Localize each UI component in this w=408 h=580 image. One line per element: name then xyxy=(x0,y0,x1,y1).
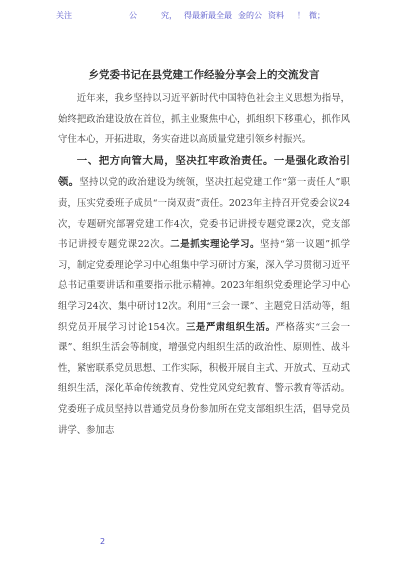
section-1-point-1-label: 一是强化政治引领。 xyxy=(58,154,350,189)
banner-item[interactable]: 金的公 xyxy=(238,11,262,20)
document-body xyxy=(58,89,350,441)
intro-paragraph: 近年来，我乡坚持以习近平新时代中国特色社会主义思想为指导，始终把政治建设放在首位，抓主业聚焦中心，抓组织下移重心，抓作风守住本心，开拓进取，务实奋进以高质量党建引领乡村振兴。 xyxy=(58,93,350,146)
banner-item[interactable]: 关注 xyxy=(56,11,72,20)
section-1-point-3-label: 三是严肃组织生活。 xyxy=(185,321,276,333)
page-number: 2 xyxy=(100,537,106,546)
banner-item[interactable]: 得最新最全最 xyxy=(184,11,232,20)
section-1-paragraph xyxy=(58,151,350,441)
section-1-point-1-text: 坚持以党的政治建设为统领，坚决扛起党建工作“第一责任人”职责，压实党委班子成员“一岗双责”责任。2023年主持召开党委会议24次，专题研究部署党建工作4次，党委书记讲授专题党课2次，党支部书记讲授专题党课22次。 xyxy=(58,177,351,251)
section-1-heading: 一、把方向管大局，坚决扛牢政治责任。 xyxy=(76,154,274,167)
banner-item[interactable]: 资料 xyxy=(268,11,284,20)
top-banner[interactable] xyxy=(56,10,356,22)
section-1-point-2-label: 二是抓实理论学习。 xyxy=(170,239,261,251)
banner-item[interactable]: 公 xyxy=(129,11,137,20)
section-1-point-2-text: 坚持“第一议题”抓学习，制定党委理论学习中心组集中学习研讨方案，深入学习贯彻习近平总书记重要讲话和重要指示批示精神。2023年组织党委理论学习中心组学习24次、集中研讨12次。利用“三会一课”、主题党日活动等，组织党员开展学习讨论154次。 xyxy=(58,239,350,333)
section-1-point-3-text: 严格落实“三会一课”、组织生活会等制度，增强党内组织生活的政治性、原则性、战斗性，紧密联系党员思想、工作实际，积极开展自主式、开放式、互动式组织生活，深化革命传统教育、党性党风党纪教育、警示教育等活动。党委班子成员坚持以普通党员身份参加所在党支部组织生活，倡导党员讲学、参加志 xyxy=(58,321,350,436)
banner-item[interactable]: 究， xyxy=(161,11,177,20)
banner-item[interactable]: 微； xyxy=(309,11,325,20)
banner-item[interactable]: ！ xyxy=(297,11,305,20)
document-title: 乡党委书记在县党建工作经验分享会上的交流发言 xyxy=(88,69,320,81)
